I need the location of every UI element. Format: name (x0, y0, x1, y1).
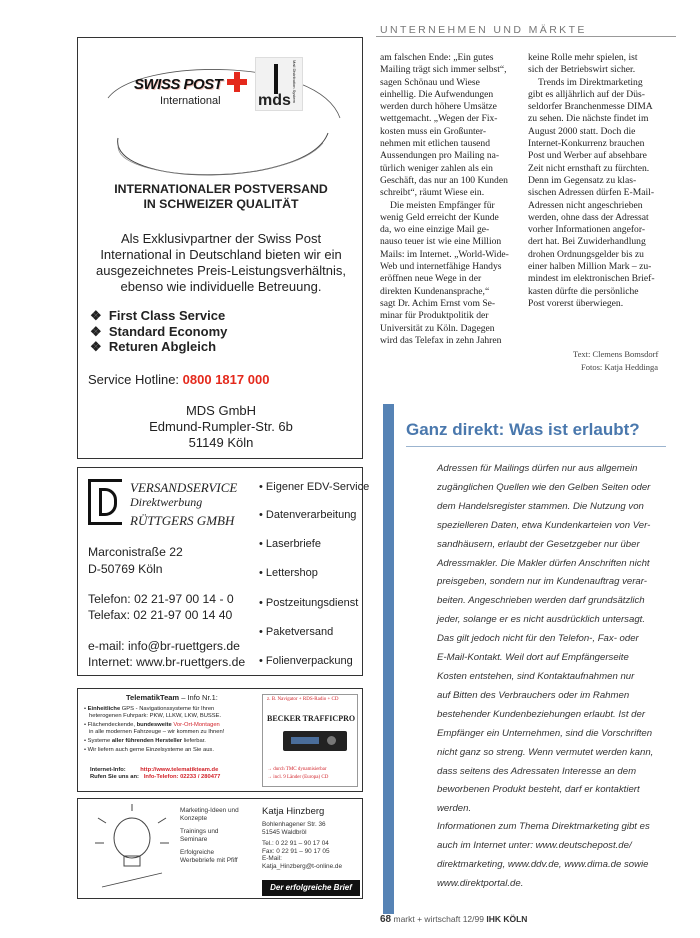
brand-name: IHK KÖLN (486, 914, 528, 924)
article-line: eröffnen neue Wege in der (380, 273, 482, 285)
article-line: keine Rolle mehr spielen, ist (528, 52, 638, 63)
swiss-post-logo: SWISS POST (134, 76, 223, 93)
info-line: zugänglichen Quellen wie den Gelben Seiten oder (437, 481, 651, 493)
article-line: zu sehen. Die nächste findet im (528, 113, 649, 125)
article-line: sagen Schönau und Wiese (380, 76, 480, 88)
vs-service-item: • Postzeitungsdienst (259, 597, 359, 609)
article-line: sich der Betriebswirt sicher. (528, 64, 636, 76)
tt-phone: Rufen Sie uns an: Info-Telefon: 02233 / 280477 (90, 774, 221, 780)
article-line: sagt Dr. Achim Ernst vom Se- (380, 297, 496, 309)
article-line: einhellig. Die Aufwendungen (380, 88, 494, 100)
article-line: seldorfer Branchenmesse DIMA (528, 101, 653, 113)
lightbulb-icon (92, 803, 172, 891)
article-line: Mailing trägt sich immer selbst“, (380, 64, 507, 76)
info-box-rule (406, 446, 666, 447)
article-line: dert hat. Bei Zuwiderhandlung (528, 236, 646, 248)
vs-service-item: • Paketversand (259, 626, 334, 638)
page-number: 68 (380, 914, 392, 925)
info-line: E-Mail-Kontakt. Weil dort auf Empfängerseite (437, 652, 629, 664)
article-line: wenig Geld erreicht der Kunde (380, 211, 499, 223)
info-line: sandhäusern, erlaubt der Gesetzgeber nur über (437, 538, 640, 550)
info-line: Das gilt jedoch nicht für den Telefon-, Fax- oder (437, 633, 639, 645)
kh-banner: Der erfolgreiche Brief (262, 880, 360, 896)
article-line: türlich weniger zahlen als ein (380, 162, 493, 174)
article-line: wettgemacht. „Wegen der Fix- (380, 113, 498, 125)
info-line: beiten. Angeschrieben werden darf grundsätzlich (437, 595, 645, 607)
vs-title-1: VERSANDSERVICE (130, 480, 238, 495)
info-line: bestehender Kundenbeziehungen erlaubt. Ist der (437, 708, 646, 720)
hotline: Service Hotline: 0800 1817 000 (88, 372, 270, 387)
info-line: Adressmakler. Die Makler dürfen Anschriften nicht (437, 557, 650, 569)
article-line: nauso teuer ist wie eine Million (380, 236, 502, 248)
kh-name: Katja Hinzberg (262, 806, 325, 817)
info-line: nicht ganz so streng. Wenn vermutet werden kann, (437, 746, 654, 758)
page-footer (380, 914, 527, 925)
article-column-1 (380, 52, 509, 347)
article-line: da, wo eine einzige Mail ge- (380, 224, 490, 236)
article-line: direkten Kundenansprache,“ (380, 285, 490, 297)
mds-vertical-text: Mail Distribution System (292, 60, 297, 103)
swiss-cross-icon (226, 71, 248, 93)
article-line: Die meisten Empfänger für (390, 199, 495, 211)
article-line: Post vorerst überwiegen. (528, 297, 624, 309)
vs-city: D-50769 Köln (88, 562, 163, 576)
vs-service-item: • Lettershop (259, 567, 318, 579)
info-line: auf Bitten des Verbrauchers oder im Rahmen (437, 689, 630, 701)
vs-phone: Telefon: 02 21-97 00 14 - 0 (88, 592, 234, 606)
article-line: Denn im Gegensatz zu klas- (528, 174, 637, 186)
vs-fax: Telefax: 02 21-97 00 14 40 (88, 608, 233, 622)
info-box-links (437, 818, 650, 894)
info-line: Empfänger ein Unternehmen, sind die Vorschriften (437, 727, 653, 739)
info-line: preisgeben, sondern nur im Kundenauftrag verar- (437, 576, 647, 588)
diamond-bullet-icon: ❖ (90, 308, 102, 323)
body-text: Als Exklusivpartner der Swiss Post International in Deutschland bieten wir ein ausgezeichnetes Preis-Leistungsverhältnis, ebenso wie individuelle Betreuung. (95, 231, 347, 294)
article-line: sischen Adressen dürfen E-Mail- (528, 187, 655, 199)
vs-title-2: Direktwerbung (130, 495, 203, 509)
article-line: gibt es alljährlich auf der Düs- (528, 88, 645, 100)
article-line: Universität zu Köln. Dagegen (380, 322, 495, 334)
mds-logo: mds Mail Distribution System (255, 57, 303, 111)
article-line: Internet-Konkurrenz brauchen (528, 138, 645, 150)
info-line: spezielleren Daten, etwa Kundenkarteien von Ver- (437, 519, 651, 531)
article-line: minar für Produktpolitik der (380, 310, 489, 322)
article-line: am falschen Ende: „Ein gutes (380, 52, 494, 63)
ad-telematik (77, 688, 363, 792)
info-line: dass seitens des Adressaten Interesse an dem (437, 765, 637, 777)
tt-internet: Internet-Info: http://www.telematikteam.de (90, 767, 219, 773)
info-line: Informationen zum Thema Direktmarketing gibt es (437, 821, 650, 832)
hotline-number: 0800 1817 000 (182, 372, 270, 387)
ad-swiss-post (77, 37, 363, 459)
vs-service-item: • Laserbriefe (259, 538, 321, 550)
diamond-bullet-icon: ❖ (90, 339, 102, 354)
article-column-2 (528, 52, 655, 310)
bullet-item: ❖ First Class Service (90, 308, 226, 323)
diamond-bullet-icon: ❖ (90, 323, 102, 339)
info-line: www.direktportal.de. (437, 877, 524, 889)
vs-service-item: • Folienverpackung (259, 655, 353, 667)
info-line: direktmarketing, www.ddv.de, www.dima.de sowie (437, 858, 649, 870)
info-box-title: Ganz direkt: Was ist erlaubt? (406, 420, 640, 439)
info-box-text (437, 460, 653, 819)
bullet-item: ❖ Returen Abgleich (90, 339, 217, 354)
article-line: kosten muss ein Großunter- (380, 125, 487, 137)
tt-product-name: BECKER TRAFFICPRO (267, 714, 356, 723)
magazine-name: markt + wirtschaft 12/99 (393, 914, 484, 924)
info-line: auch im Internet unter: www.deutschepost.de/ (437, 839, 632, 851)
article-line: werden, ohne dass der Adressat (528, 211, 649, 223)
article-line: Mails: im Internet. „World-Wide- (380, 248, 509, 260)
article-line: vorher Informationen angefor- (528, 224, 646, 236)
info-line: Adressen für Mailings dürfen nur aus allgemein (437, 463, 638, 474)
vs-title-3: RÜTTGERS GMBH (130, 513, 235, 528)
article-line: Aussendungen pro Mailing na- (380, 150, 500, 162)
info-line: werden. (437, 803, 472, 815)
vs-street: Marconistraße 22 (88, 545, 183, 559)
kh-address: Bohlenhagener Str. 36 51545 Waldbröl (262, 821, 326, 836)
vs-email: e-mail: info@br-ruettgers.de (88, 639, 240, 653)
swoosh-graphic (78, 38, 364, 198)
article-line: nehmen mit etlichen tausend (380, 138, 491, 150)
article-line: werden durch höhere Umsätze (380, 101, 497, 113)
info-line: beworbenen Produkt besteht, darf er kontaktiert (437, 784, 640, 796)
article-line: Trends im Direktmarketing (538, 76, 643, 88)
credit-text: Text: Clemens Bomsdorf (573, 349, 659, 359)
tt-product-box: z. B. Navigator + RDS-Radio + CD BECKER TRAFFICPRO → durch TMC dynamisierbar → incl. 9 Länder (Europa) CD (262, 694, 358, 787)
vs-web: Internet: www.br-ruettgers.de (88, 655, 246, 669)
info-line: Kosten entstehen, sind Kontaktaufnahmen nur (437, 670, 635, 682)
mds-address: MDS GmbH Edmund-Rumpler-Str. 6b 51149 Köln (149, 403, 293, 450)
kh-services: Marketing-Ideen und Konzepte Trainings und Seminare Erfolgreiche Werbebriefe mit Pfiff (180, 807, 239, 864)
article-line: schreibt“, räumt Wiese ein. (380, 187, 485, 199)
article-line: August 2000 statt. Doch die (528, 125, 636, 137)
article-line: Zeit nicht ernsthaft zu fürchten. (528, 162, 650, 174)
article-line: Web und internetfähige Handys (380, 261, 502, 273)
article-line: Post und Werber auf absehbare (528, 150, 647, 162)
credit-photo: Fotos: Katja Heddinga (581, 362, 658, 372)
car-radio-icon (283, 731, 347, 751)
ad-hinzberg (77, 798, 363, 899)
swiss-post-sub: International (160, 95, 221, 107)
tt-brand: TelematikTeam (126, 693, 180, 702)
info-box-accent-bar (383, 404, 394, 914)
vs-logo (88, 479, 122, 525)
vs-service-item: • Datenverarbeitung (259, 509, 357, 521)
tt-items: • Einheitliche GPS - Navigationssysteme für Ihren heterogenen Fuhrpark: PKW, LLKW, LKW, BUSSE. • Flächendeckende, bundesweite Vor-Ort-Montagen in alle modernen Fahrzeuge – wir kommen zu Ihnen! • Systeme aller führenden Hersteller lieferbar. • Wir liefern auch gerne Einzelsysteme an Sie aus. (84, 706, 225, 753)
article-line: einer halben Million Mark – zu- (528, 261, 652, 273)
article-line: Adressen nicht angeschrieben (528, 199, 643, 211)
article-line: drohen Ordnungsgelder bis zu (528, 248, 644, 260)
bullet-item: ❖ Standard Economy (90, 323, 228, 339)
article-line: kasten dürfte die persönliche (528, 285, 639, 297)
section-header: UNTERNEHMEN UND MÄRKTE (380, 24, 587, 36)
ad-versandservice (77, 467, 370, 676)
headline-1: INTERNATIONALER POSTVERSAND (114, 182, 328, 196)
article-line: Geschäft, das nur an 100 Kunden (380, 174, 508, 186)
kh-contact: Tel.: 0 22 91 – 90 17 04 Fax: 0 22 91 – 90 17 05 E-Mail: Katja_Hinzberg@t-online.de (262, 840, 343, 870)
info-line: jeder, solange er es nicht ausdrücklich untersagt. (437, 614, 645, 626)
header-rule (376, 36, 676, 37)
vs-service-item: • Eigener EDV-Service (259, 481, 370, 493)
service-bullets (90, 308, 227, 355)
headline-2: IN SCHWEIZER QUALITÄT (143, 197, 299, 211)
article-line: wird das Telefax in zehn Jahren (380, 334, 502, 346)
info-line: dem Handelsregister stammen. Die Nutzung von (437, 500, 644, 512)
tt-header: TelematikTeam – Info Nr.1: (126, 693, 218, 702)
article-line: mindest im elektronischen Brief- (528, 273, 655, 285)
